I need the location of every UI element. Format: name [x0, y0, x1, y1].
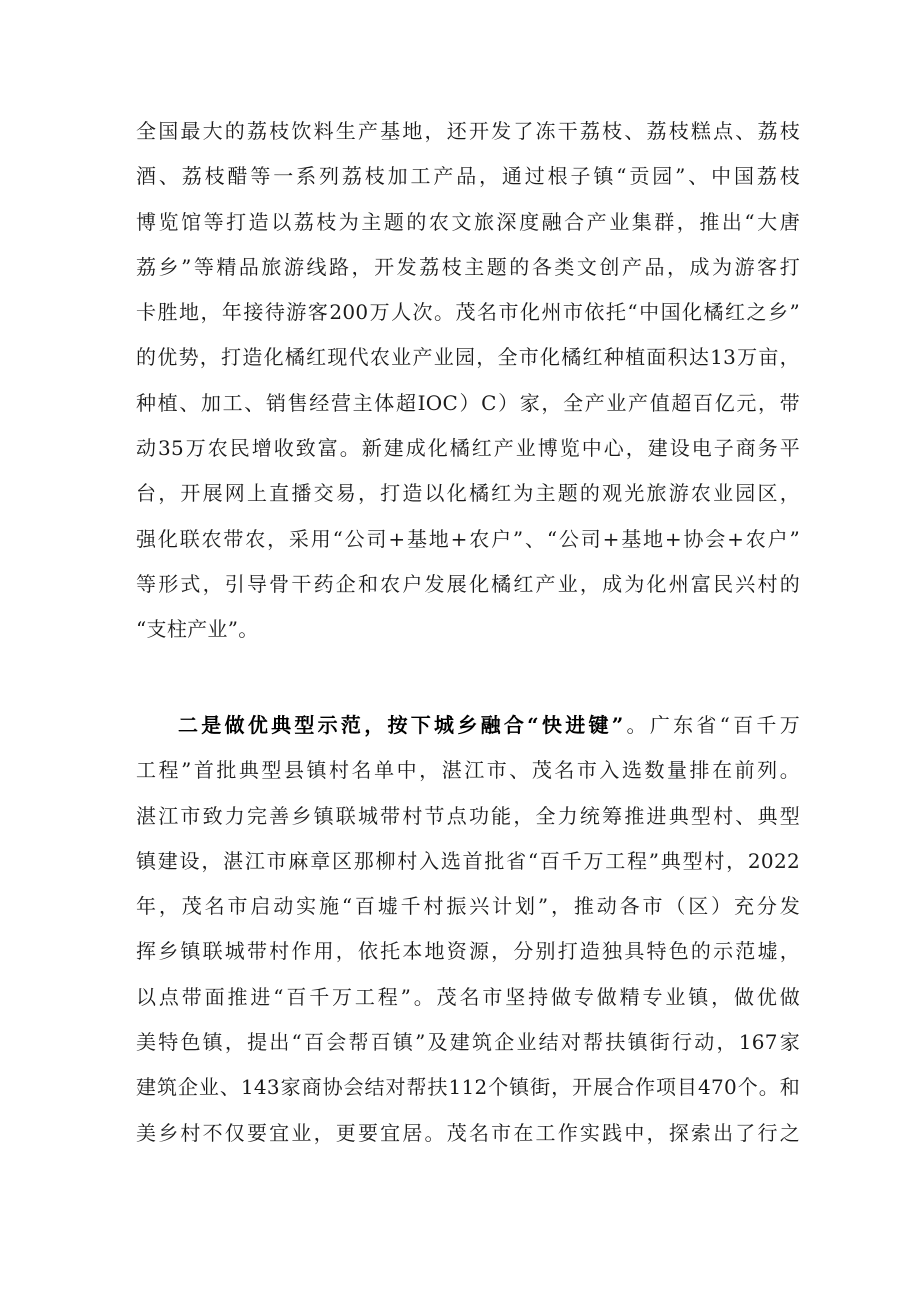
text-line: 全国最大的荔枝饮料生产基地，还开发了冻干荔枝、荔枝糕点、荔枝 [136, 119, 800, 143]
text-line: 强化联农带农，采用“公司+基地+农户”、“公司+基地+协会+农户” [136, 526, 800, 551]
text-line: 等形式，引导骨干药企和农户发展化橘红产业，成为化州富民兴村的 [136, 571, 800, 596]
text-line: 台，开展网上直播交易，打造以化橘红为主题的观光旅游农业园区， [136, 481, 800, 506]
text-line: 的优势，打造化橘红现代农业产业园，全市化橘红种植面积达13万亩， [136, 345, 800, 370]
text-line: 镇建设，湛江市麻章区那柳村入选首批省“百千万工程”典型村，2022 [136, 848, 800, 873]
paragraph-lychee-and-huajuhong [136, 109, 800, 653]
text-line: 以点带面推进“百千万工程”。茂名市坚持做专做精专业镇，做优做 [136, 984, 800, 1009]
text-line: 建筑企业、143家商协会结对帮扶112个镇街，开展合作项目470个。和 [136, 1075, 800, 1100]
text-line: 动35万农民增收致富。新建成化橘红产业博览中心，建设电子商务平 [136, 436, 800, 461]
text-line: 湛江市致力完善乡镇联城带村节点功能，全力统筹推进典型村、典型 [136, 803, 800, 828]
paragraph-typical-demonstration [136, 703, 800, 1156]
text-line: 博览馆等打造以荔枝为主题的农文旅深度融合产业集群，推出“大唐 [136, 209, 800, 234]
text-line: 种植、加工、销售经营主体超IOC）C）家，全产业产值超百亿元，带 [136, 390, 800, 415]
paragraph-first-line [136, 703, 800, 748]
text-line: 挥乡镇联城带村作用，依托本地资源，分别打造独具特色的示范墟， [136, 939, 800, 964]
text-line: 卡胜地，年接待游客200万人次。茂名市化州市依托“中国化橘红之乡” [136, 300, 800, 325]
text-line: 工程”首批典型县镇村名单中，湛江市、茂名市入选数量排在前列。 [136, 758, 800, 783]
text-run: 。广东省“百千万 [623, 713, 800, 737]
text-line: 荔乡”等精品旅游线路，开发荔枝主题的各类文创产品，成为游客打 [136, 254, 800, 279]
text-line: 年，茂名市启动实施“百墟千村振兴计划”，推动各市（区）充分发 [136, 894, 800, 919]
text-line: 美乡村不仅要宜业，更要宜居。茂名市在工作实践中，探索出了行之 [136, 1120, 800, 1145]
paragraph-lead-heading: 二是做优典型示范，按下城乡融合“快进键” [178, 713, 624, 737]
text-line: 美特色镇，提出“百会帮百镇”及建筑企业结对帮扶镇街行动，167家 [136, 1030, 800, 1055]
text-line: 酒、荔枝醋等一系列荔枝加工产品，通过根子镇“贡园”、中国荔枝 [136, 164, 800, 189]
text-line: “支柱产业”。 [136, 617, 259, 642]
